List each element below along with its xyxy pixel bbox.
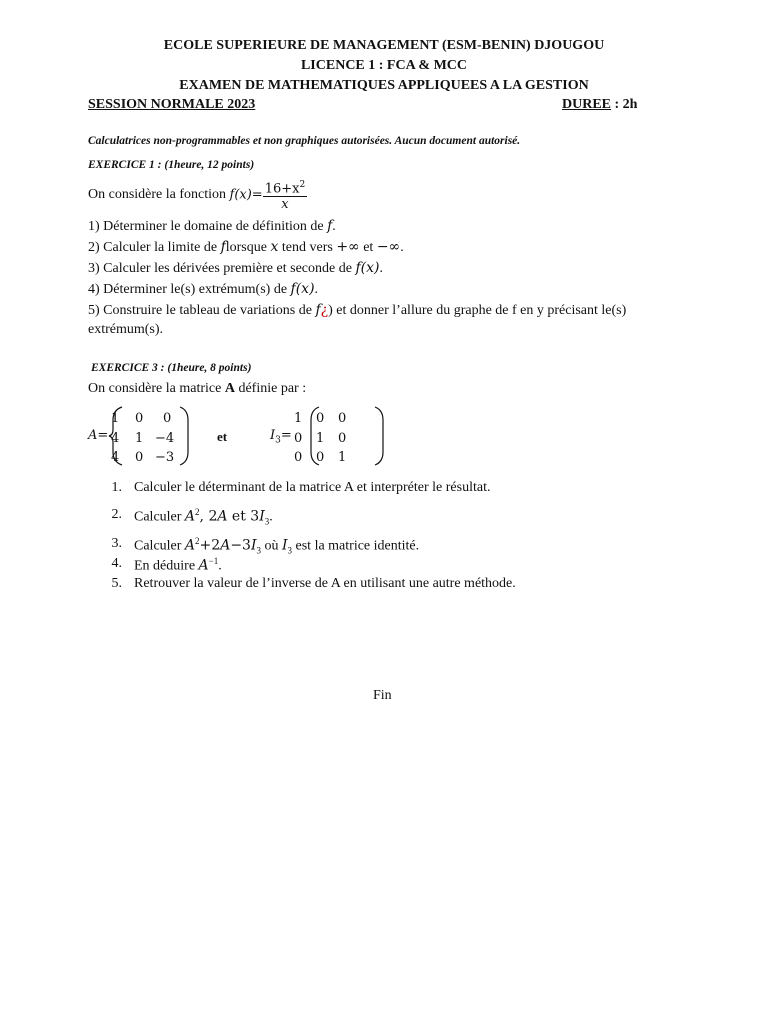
item-A-exp: 2: [195, 536, 200, 546]
q2-end: .: [400, 240, 404, 255]
matrix-A-cell: −3: [155, 450, 175, 465]
item-A: A: [184, 508, 196, 525]
function-lhs: f(x)=: [229, 187, 263, 203]
q5-symbol: ¿: [320, 302, 329, 318]
matrix-I-cell: 0: [316, 411, 325, 426]
q1-end: .: [332, 219, 336, 234]
ex3-item-1: [100, 480, 700, 498]
q2-minus-infinity: −∞: [376, 239, 401, 255]
matrix-I-row: [294, 450, 364, 470]
matrix-et: et: [217, 429, 228, 444]
q2-plus-infinity: +∞: [336, 239, 360, 255]
matrix-I-cell: 0: [294, 431, 303, 446]
item-number: 1.: [111, 480, 122, 495]
item-text-e: est la matrice identité.: [292, 538, 420, 554]
item-text: Calculer le déterminant de la matrice A et interpréter le résultat.: [134, 480, 491, 495]
item-text-d: où: [260, 538, 282, 554]
matrix-A: [111, 411, 181, 470]
item-I: I: [250, 537, 257, 554]
matrix-I-cell: 0: [338, 431, 347, 446]
matrix-I-cell: 0: [338, 411, 347, 426]
function-fraction: [263, 178, 308, 212]
duree-value: : 2h: [611, 97, 638, 112]
ex1-q5: [88, 302, 626, 319]
matrix-A-cell: 1: [135, 431, 144, 446]
q5-text-a: 5) Construire le tableau de variations de: [88, 303, 316, 318]
matrix-A-cell: 0: [163, 411, 172, 426]
numerator-text: 16+x: [264, 181, 300, 197]
item-text: [134, 507, 273, 526]
ex1-q1: [88, 218, 336, 235]
item-number: 3.: [111, 536, 122, 551]
matrix-A-row: [111, 431, 181, 450]
matrix-A-cell: −4: [155, 431, 175, 446]
q4-f: f(x): [290, 281, 315, 297]
q3-text: 3) Calculer les dérivées première et seconde de: [88, 261, 356, 276]
matrix-I-cell: 1: [338, 450, 347, 465]
ex1-q2: [88, 239, 404, 256]
ex3-intro-a: On considère la matrice: [88, 381, 225, 396]
school-title: ECOLE SUPERIEURE DE MANAGEMENT (ESM-BENIN) DJOUGOU: [163, 38, 605, 53]
ex1-q4: [88, 281, 318, 298]
item-text-b: , 2: [199, 508, 218, 525]
duree-label: DUREE: [562, 97, 612, 112]
q1-f: f: [327, 218, 333, 234]
matrix-I-row: [294, 431, 364, 450]
q2-text-b: lorsque: [225, 240, 271, 255]
item-A-exp: 2: [195, 507, 200, 517]
matrix-I-row: [294, 411, 364, 431]
fin-label: Fin: [373, 688, 392, 703]
ex1-intro-text: On considère la fonction: [88, 187, 230, 203]
matrix-A-row: [111, 450, 181, 470]
item-text: [134, 556, 222, 575]
ex1-q3: [88, 260, 383, 277]
matrix-A-cell: 1: [111, 411, 120, 426]
ex3-title: EXERCICE 3 : (1heure, 8 points): [91, 362, 252, 374]
licence-line: LICENCE 1 : FCA & MCC: [300, 58, 468, 73]
numerator-exponent: 2: [299, 180, 306, 190]
item-A: A: [184, 537, 196, 554]
item-I: I: [259, 508, 265, 525]
q1-text: 1) Déterminer le domaine de définition de: [88, 219, 328, 234]
item-text: [134, 536, 419, 555]
ex1-title: EXERCICE 1 : (1heure, 12 points): [88, 159, 255, 171]
item-I-sub: 3: [264, 516, 270, 527]
item-text-a: En déduire: [134, 558, 199, 574]
matrix-I-subscript: 3: [275, 435, 281, 446]
q2-text-d: et: [359, 240, 377, 255]
fraction-numerator: [263, 178, 308, 197]
matrix-I-cell: 1: [316, 431, 325, 446]
fraction-denominator: x: [281, 197, 289, 213]
matrix-A-label-text: A=: [88, 428, 109, 443]
q4-end: .: [314, 282, 319, 297]
item-A2: A: [220, 537, 231, 554]
ex3-intro-b: définie par :: [234, 381, 307, 396]
item-number: 4.: [111, 556, 122, 571]
item-A2: A: [217, 508, 228, 525]
matrix-A-cell: 0: [135, 411, 144, 426]
duree-line: [562, 97, 637, 113]
item-text-b: +2: [199, 537, 221, 554]
ex3-intro: [88, 381, 306, 397]
q3-f: f(x): [355, 260, 380, 276]
matrix-A-cell: 4: [111, 450, 120, 465]
item-text-a: Calculer: [134, 509, 185, 525]
item-A: A: [198, 557, 209, 574]
q2-text-a: 2) Calculer la limite de: [88, 240, 221, 255]
item-A-exp: −1: [208, 556, 219, 566]
q3-end: .: [379, 261, 383, 276]
item-text-a: Calculer: [134, 538, 185, 554]
q2-text-c: tend vers: [278, 240, 337, 255]
matrix-I: [294, 411, 364, 470]
q2-f: f: [220, 239, 226, 255]
item-text-d: .: [269, 509, 273, 525]
ex1-intro: [88, 178, 307, 212]
item-number: 5.: [111, 576, 122, 591]
item-text-c: et 3: [227, 508, 260, 525]
matrix-I-cell: 0: [294, 450, 303, 465]
item-I-sub: 3: [256, 545, 261, 556]
ex3-item-5: [100, 576, 700, 594]
matrix-I-label: [270, 428, 292, 446]
q5-text-b: ) et donner l’allure du graphe de f en y précisant le(s): [328, 303, 627, 318]
matrix-I-equals: =: [280, 428, 292, 443]
matrix-I-label-text: I: [270, 428, 276, 443]
ex3-item-2: [100, 507, 700, 525]
instructions: Calculatrices non-programmables et non graphiques autorisées. Aucun document autorisé.: [88, 135, 521, 147]
session-label: SESSION NORMALE 2023: [88, 97, 256, 112]
ex1-q5-cont: extrémum(s).: [88, 322, 164, 337]
item-text-b: .: [218, 558, 222, 574]
item-number: 2.: [111, 507, 122, 522]
matrix-A-row: [111, 411, 181, 431]
q2-x: x: [270, 239, 279, 255]
ex3-item-3: [100, 536, 700, 554]
ex3-item-4: [100, 556, 700, 574]
q4-text: 4) Déterminer le(s) extrémum(s) de: [88, 282, 291, 297]
item-I2-sub: 3: [287, 545, 293, 556]
matrix-A-cell: 4: [111, 431, 120, 446]
q5-f: f: [315, 302, 321, 318]
ex3-intro-A: A: [224, 381, 235, 396]
matrix-A-cell: 0: [135, 450, 144, 465]
item-text-c: −3: [230, 537, 251, 554]
exam-title: EXAMEN DE MATHEMATIQUES APPLIQUEES A LA GESTION: [179, 78, 589, 93]
matrix-I-cell: 0: [316, 450, 325, 465]
matrix-I-cell: 1: [294, 411, 303, 426]
item-I2: I: [281, 537, 288, 554]
item-text: Retrouver la valeur de l’inverse de A en utilisant une autre méthode.: [134, 576, 516, 591]
matrix-A-label: [88, 428, 108, 443]
